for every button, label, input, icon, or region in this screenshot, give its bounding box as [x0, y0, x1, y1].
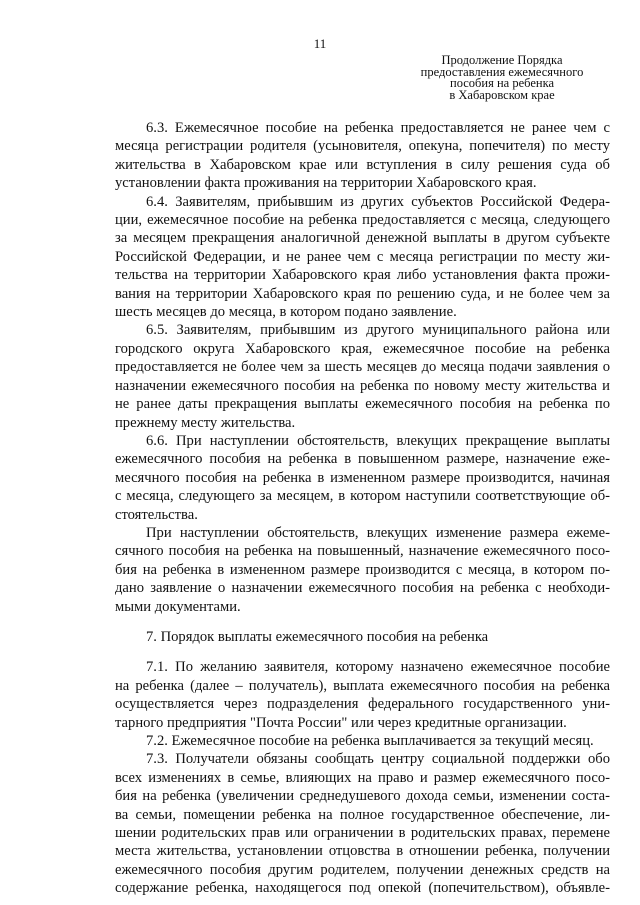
paragraph-line: 7.2. Ежемесячное пособие на ребенка выплачивается за текущий месяц.	[146, 733, 594, 749]
paragraph-line: назначении ежемесячного пособия на ребенка по новому месту жительства и	[115, 377, 610, 394]
paragraph-line: содержание ребенка, находящегося под опекой (попечительством), объявле-	[115, 880, 610, 897]
paragraph-line: мыми документами.	[115, 598, 241, 615]
paragraph-p7-2	[115, 732, 610, 750]
paragraph-line: 6.5. Заявителям, прибывшим из другого муниципального района или	[146, 322, 610, 339]
header-line: пособия на ребенка	[450, 76, 554, 90]
section-7-title: 7. Порядок выплаты ежемесячного пособия на ребенка	[146, 628, 489, 645]
header-line: предоставления ежемесячного	[420, 64, 584, 79]
section-7-paragraphs	[115, 658, 610, 897]
paragraph-line: сячного пособия на ребенка на повышенный, назначение ежемесячного посо-	[115, 543, 610, 560]
paragraph-line: не ранее даты прекращения выплаты ежемесячного пособия на ребенка по	[115, 396, 610, 413]
paragraph-line: ежемесячного пособия другим родителем, получении денежных средств на	[115, 861, 610, 878]
paragraph-line: шении родительских прав или ограничении в родительских правах, перемене	[115, 825, 610, 842]
paragraph-line: 7.3. Получатели обязаны сообщать центру социальной поддержки обо	[146, 751, 610, 768]
paragraph-line: осуществляется через подразделения федерального государственного уни-	[115, 696, 610, 713]
paragraph-p6-6	[115, 432, 610, 524]
paragraph-line: прежнему месту жительства.	[115, 414, 296, 431]
paragraph-p7-1	[115, 658, 610, 732]
paragraph-p6-4	[115, 193, 610, 322]
paragraph-line: При наступлении обстоятельств, влекущих изменение размера ежеме-	[146, 524, 610, 541]
paragraph-line: 6.4. Заявителям, прибывшим из других субъектов Российской Федера-	[146, 193, 610, 210]
paragraph-p6-5	[115, 321, 610, 431]
paragraph-line: 6.6. При наступлении обстоятельств, влекущих прекращение выплаты	[146, 432, 610, 449]
header-line: в Хабаровском крае	[449, 87, 555, 102]
paragraph-line: всех изменениях в семье, влияющих на право и размер ежемесячного посо-	[115, 769, 610, 786]
paragraph-line: на ребенка (далее – получатель), выплата ежемесячного пособия на ребенка	[115, 677, 610, 694]
paragraph-line: стоятельства.	[115, 506, 198, 523]
paragraph-line: бия на ребенка (увеличении среднедушевого дохода семьи, изменении соста-	[115, 788, 610, 805]
page-number: 11	[313, 36, 327, 51]
paragraph-line: тарного предприятия "Почта России" или через кредитные организации.	[115, 714, 567, 731]
paragraph-p7-3	[115, 750, 610, 897]
paragraph-line: бия на ребенка в измененном размере производится с месяца, в котором по-	[115, 561, 610, 578]
document-header	[392, 55, 612, 101]
paragraph-line: 7.1. По желанию заявителя, которому назначено ежемесячное пособие	[146, 659, 610, 676]
section-gap	[115, 616, 610, 628]
document-body	[115, 119, 610, 898]
paragraph-line: жительства в Хабаровском крае или вступления в силу решения суда об	[115, 156, 610, 173]
section-gap	[115, 646, 610, 658]
paragraph-line: месячного пособия на ребенка в измененном размере производится, начиная	[115, 469, 610, 486]
paragraph-p6-3	[115, 119, 610, 193]
paragraph-line: шесть месяцев до месяца, в котором подано заявление.	[115, 304, 457, 321]
paragraph-line: вания на территории Хабаровского края по решению суда, и не более чем за	[115, 285, 610, 302]
section-6-paragraphs	[115, 119, 610, 616]
paragraph-line: тельства на территории Хабаровского края либо установления факта прожи-	[115, 267, 610, 284]
paragraph-line: с месяца, следующего за месяцем, в котором наступили соответствующие об-	[115, 488, 610, 505]
paragraph-line: Российской Федерации, и не ранее чем с месяца регистрации по месту жи-	[115, 248, 610, 265]
paragraph-line: установлении факта проживания на территории Хабаровского края.	[115, 175, 537, 192]
paragraph-line: месяца регистрации родителя (усыновителя, опекуна, попечителя) по месту	[115, 138, 610, 155]
paragraph-line: предоставляется не более чем за шесть месяцев до месяца подачи заявления о	[115, 359, 610, 376]
paragraph-line: городского округа Хабаровского края, ежемесячное пособие на ребенка	[115, 340, 610, 357]
header-line: Продолжение Порядка	[441, 53, 563, 67]
paragraph-line: дано заявление о назначении ежемесячного пособия на ребенка с необходи-	[115, 580, 610, 597]
paragraph-line: за месяцем прекращения аналогичной денежной выплаты в другом субъекте	[115, 230, 610, 247]
paragraph-line: ежемесячного пособия на ребенка в повышенном размере, назначение еже-	[115, 451, 610, 468]
paragraph-line: ва семьи, помещении ребенка на полное государственное обеспечение, ли-	[115, 806, 610, 823]
paragraph-line: ции, ежемесячное пособие на ребенка предоставляется с месяца, следующего	[115, 212, 610, 229]
paragraph-line: места жительства, установлении отцовства в отношении ребенка, получении	[115, 843, 610, 860]
paragraph-p6-6b	[115, 524, 610, 616]
paragraph-line: 6.3. Ежемесячное пособие на ребенка предоставляется не ранее чем с	[146, 120, 610, 136]
